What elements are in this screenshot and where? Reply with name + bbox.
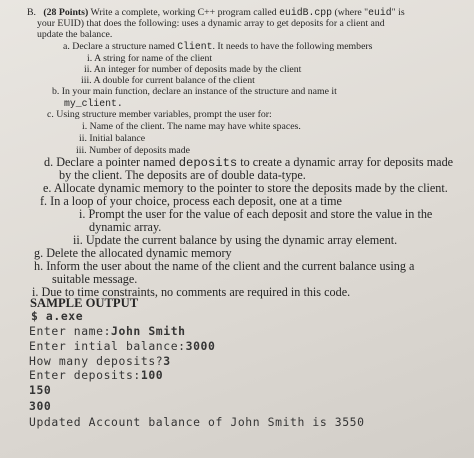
item-a-sub-1: i. A string for name of the client: [87, 53, 213, 64]
intro-text-c: " is: [391, 7, 405, 18]
deposit-value-3: 300: [29, 399, 52, 413]
item-h-line-1: h. Inform the user about the name of the client and the current balance using a: [34, 259, 415, 273]
item-f-line-1: f. In a loop of your choice, process each deposit, one at a time: [40, 194, 342, 208]
item-a: [63, 42, 373, 52]
item-f-sub-2: ii. Update the current balance by using the dynamic array element.: [73, 233, 398, 247]
item-e: e. Allocate dynamic memory to the pointer to store the deposits made by the client.: [43, 181, 448, 195]
item-d-line-2: by the client. The deposits are of double data-type.: [59, 168, 306, 182]
item-d-text: d. Declare a pointer named: [44, 155, 179, 169]
item-a-text-b: . It needs to have the following members: [212, 41, 373, 52]
deposits-code: deposits: [178, 156, 238, 170]
name-label: Enter name:: [29, 324, 112, 338]
item-c-sub-3: iii. Number of deposits made: [76, 145, 191, 156]
client-code: Client: [177, 41, 213, 52]
sample-result-line: Updated Account balance of John Smith is 3550: [29, 415, 365, 429]
sample-output-heading: SAMPLE OUTPUT: [30, 296, 139, 310]
item-h-line-2: suitable message.: [52, 272, 138, 286]
item-c-sub-2: ii. Initial balance: [79, 133, 146, 144]
sample-name-line: [29, 326, 186, 337]
sample-prompt: $ a.exe: [31, 309, 84, 323]
question-label: B.: [27, 7, 36, 18]
question-points: (28 Points): [43, 7, 89, 18]
deposit-value-2: 150: [29, 383, 52, 397]
how-many-label: How many deposits?: [29, 354, 164, 368]
item-d-text-b: to create a dynamic array for deposits made: [237, 155, 454, 169]
item-a-sub-3: iii. A double for current balance of the client: [81, 75, 255, 86]
how-many-value: 3: [163, 354, 171, 368]
sample-balance-line: [29, 341, 215, 352]
question-header-line-1: [27, 8, 405, 18]
question-header-line-2: your EUID) that does the following: uses a dynamic array to get deposits for a client and: [37, 18, 385, 29]
my-client-code: my_client.: [64, 98, 123, 109]
item-i: i. Due to time constraints, no comments are required in this code.: [32, 285, 351, 299]
item-f-sub-1: i. Prompt the user for the value of each deposit and store the value in the: [79, 207, 433, 221]
question-header-line-3: update the balance.: [37, 29, 113, 40]
name-value: John Smith: [111, 324, 186, 338]
item-c-line-1: c. Using structure member variables, prompt the user for:: [47, 109, 272, 120]
intro-text-b: (where ": [332, 7, 369, 18]
item-c-sub-1: i. Name of the client. The name may have white spaces.: [82, 121, 301, 132]
filename-code: euidB.cpp: [279, 7, 333, 18]
item-g: g. Delete the allocated dynamic memory: [34, 246, 232, 260]
item-a-text: a. Declare a structure named: [63, 41, 178, 52]
euid-code: euid: [368, 7, 392, 18]
item-f-sub-1-cont: dynamic array.: [89, 220, 162, 234]
balance-value: 3000: [185, 339, 216, 353]
balance-label: Enter intial balance:: [29, 339, 186, 353]
sample-enter-deposits-line: [29, 370, 163, 381]
item-b-line-1: b. In your main function, declare an instance of the structure and name it: [52, 86, 337, 97]
intro-text-a: Write a complete, working C++ program called: [90, 7, 280, 18]
enter-deposits-label: Enter deposits:: [29, 368, 141, 382]
item-a-sub-2: ii. An integer for number of deposits made by the client: [84, 64, 302, 75]
deposit-value-1: 100: [140, 368, 164, 382]
sample-how-many-line: [29, 356, 171, 367]
